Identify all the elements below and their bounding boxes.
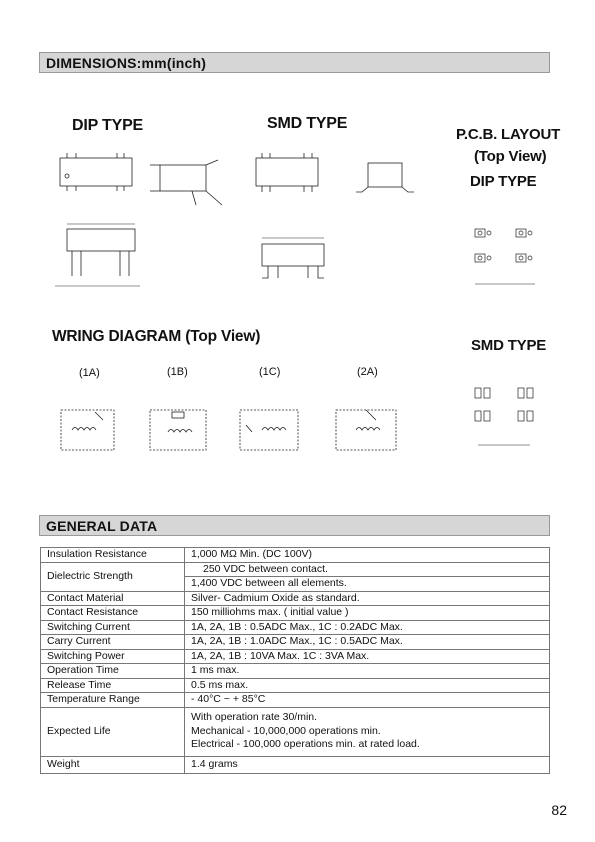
spec-value-multiline — [185, 707, 550, 756]
general-data-header: GENERAL DATA — [46, 518, 158, 534]
smd-type-title: SMD TYPE — [267, 115, 348, 132]
wiring-label-1c: (1C) — [259, 366, 281, 378]
table-row — [41, 548, 550, 563]
spec-value: 250 VDC between contact. — [185, 562, 550, 577]
spec-value: 1.4 grams — [185, 756, 550, 773]
pcb-layout-subtitle: (Top View) — [474, 148, 547, 165]
general-data-header-bar — [39, 515, 550, 536]
wiring-diagram-1a — [61, 410, 114, 450]
table-row — [41, 756, 550, 773]
spec-value: Electrical - 100,000 operations min. at rated load. — [191, 738, 420, 751]
spec-key: Carry Current — [41, 635, 185, 650]
spec-key: Switching Current — [41, 620, 185, 635]
pcb-layout-title: P.C.B. LAYOUT — [456, 126, 561, 143]
spec-key: Insulation Resistance — [41, 548, 185, 563]
spec-key: Temperature Range — [41, 693, 185, 708]
dip-type-title: DIP TYPE — [72, 117, 144, 134]
table-row — [41, 664, 550, 679]
spec-key: Dielectric Strength — [41, 562, 185, 591]
spec-value: Mechanical - 10,000,000 operations min. — [191, 724, 381, 737]
spec-key: Operation Time — [41, 664, 185, 679]
spec-value: 1,400 VDC between all elements. — [185, 577, 550, 592]
spec-value: 1A, 2A, 1B : 0.5ADC Max., 1C : 0.2ADC Max. — [185, 620, 550, 635]
spec-value: 1A, 2A, 1B : 10VA Max. 1C : 3VA Max. — [185, 649, 550, 664]
dip-top-view — [60, 153, 132, 191]
spec-value: With operation rate 30/min. — [191, 711, 318, 724]
smd-front-view — [262, 238, 324, 278]
pcb-dip-layout — [475, 229, 535, 284]
wiring-diagram-1c — [240, 410, 298, 450]
pcb-smd-layout — [475, 388, 533, 445]
spec-key: Contact Material — [41, 591, 185, 606]
spec-value: 1A, 2A, 1B : 1.0ADC Max., 1C : 0.5ADC Max. — [185, 635, 550, 650]
wiring-label-1a: (1A) — [79, 367, 100, 379]
spec-key: Switching Power — [41, 649, 185, 664]
spec-value: Silver- Cadmium Oxide as standard. — [185, 591, 550, 606]
spec-value: 150 milliohms max. ( initial value ) — [185, 606, 550, 621]
table-row — [41, 635, 550, 650]
pcb-smd-title: SMD TYPE — [471, 337, 547, 354]
spec-key: Release Time — [41, 678, 185, 693]
smd-top-view — [256, 153, 318, 192]
spec-value: 0.5 ms max. — [185, 678, 550, 693]
table-row — [41, 562, 550, 577]
table-row — [41, 678, 550, 693]
wiring-label-1b: (1B) — [167, 366, 188, 378]
table-row — [41, 620, 550, 635]
smd-side-view — [356, 163, 414, 192]
pcb-dip-title: DIP TYPE — [470, 173, 537, 190]
table-row — [41, 693, 550, 708]
wiring-diagram-title: WRING DIAGRAM (Top View) — [52, 328, 261, 345]
dip-front-view — [55, 224, 140, 286]
dip-side-view — [150, 160, 222, 205]
spec-value: 1 ms max. — [185, 664, 550, 679]
table-row — [41, 606, 550, 621]
dimensions-header: DIMENSIONS:mm(inch) — [46, 55, 207, 71]
spec-value: - 40°C ~ + 85°C — [185, 693, 550, 708]
table-row — [41, 649, 550, 664]
spec-key: Expected Life — [41, 707, 185, 756]
wiring-diagram-1b — [150, 410, 206, 450]
table-row — [41, 707, 550, 756]
general-data-table — [40, 547, 550, 774]
table-row — [41, 591, 550, 606]
wiring-diagram-2a — [336, 410, 396, 450]
spec-key: Weight — [41, 756, 185, 773]
page-number: 82 — [551, 802, 567, 818]
spec-value: 1,000 MΩ Min. (DC 100V) — [185, 548, 550, 563]
spec-key: Contact Resistance — [41, 606, 185, 621]
wiring-label-2a: (2A) — [357, 366, 378, 378]
